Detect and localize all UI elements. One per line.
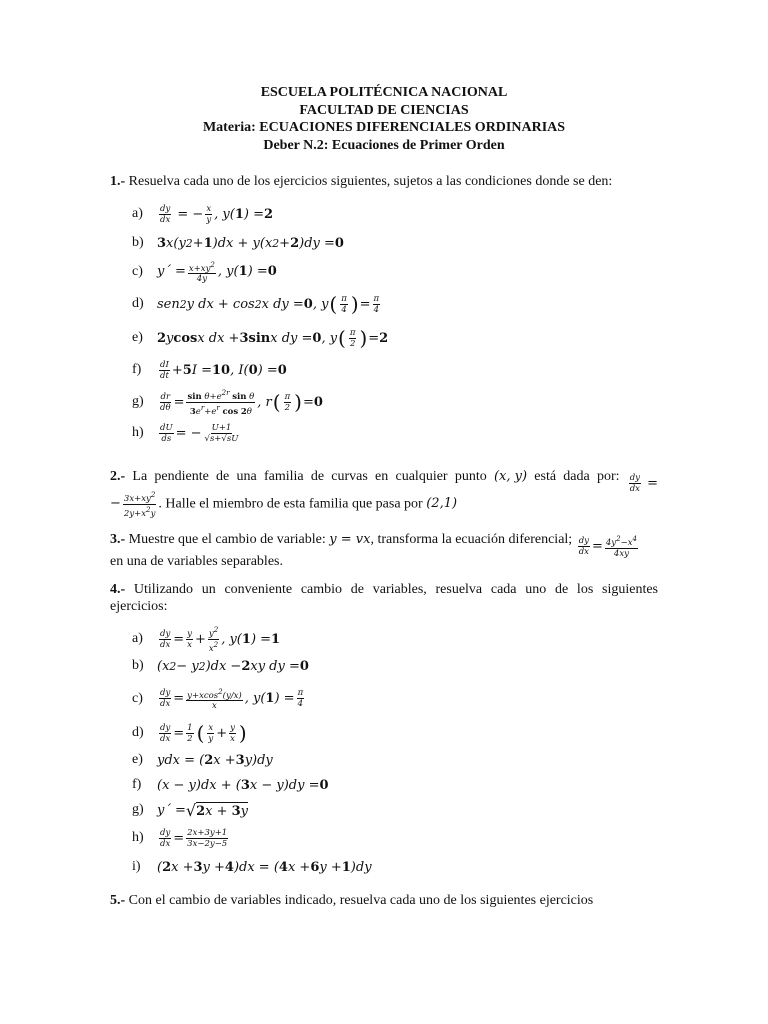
equation: $\frac{dy}{dx}$ = $\frac{1}{2}$ ( $\frac{x}{y}$ + $\frac{y}{x}$ ): [160, 721, 247, 745]
question-number: 4.-: [110, 582, 126, 597]
exercise-label: g): [132, 802, 144, 817]
equation: $\frac{dI}{dt}$ + 5 I = 10 , I( 0 ) = 0: [160, 359, 287, 381]
exercise-4b: [132, 652, 652, 680]
exercise-4c: [132, 685, 652, 713]
exercise-1a: [132, 200, 652, 228]
equation: y´ = √ 2x + 3y: [157, 800, 249, 820]
equation: $\frac{dy}{dx}$ = $\frac{y}{x}$ + $\frac{y^2}{x^2}$ , y( 1 ) = 1: [160, 624, 281, 654]
equation: 3 x(y 2 + 1 )dx + y(x 2 + 2 )dy = 0: [157, 235, 344, 251]
exercise-1b: [132, 229, 652, 257]
equation: (x 2 − y 2 )dx − 2 xy dy = 0: [157, 658, 309, 674]
faculty-name: FACULTAD DE CIENCIAS: [299, 102, 469, 118]
exercise-label: e): [132, 330, 143, 345]
exercise-1h: [132, 419, 652, 447]
exercise-label: c): [132, 691, 143, 706]
exercise-label: a): [132, 206, 143, 221]
exercise-label: b): [132, 235, 144, 250]
question-5-statement: 5.- Con el cambio de variables indicado, resuelva cada uno de los siguientes ejercicios: [110, 893, 594, 908]
exercise-label: f): [132, 362, 142, 377]
exercise-1c: [132, 258, 652, 286]
exercise-label: i): [132, 859, 141, 874]
question-number: 1.-: [110, 174, 126, 189]
exercise-label: f): [132, 777, 142, 792]
exercise-1e: [132, 324, 652, 352]
question-number: 3.-: [110, 532, 126, 547]
exercise-1f: [132, 356, 652, 384]
exercise-4i: [132, 853, 652, 881]
exercise-4f: [132, 771, 652, 799]
question-text: Resuelva cada uno de los ejercicios siguientes, sujetos a las condiciones donde se den:: [128, 174, 613, 189]
question-2-statement: 2.- La pendiente de una familia de curvas en cualquier punto (x, y) está dada por: $\frac{dy}{dx}$ =: [110, 469, 659, 494]
exercise-4a: [132, 625, 652, 653]
equation: ydx = ( 2 x + 3 y)dy: [157, 752, 273, 768]
exercise-4h: [132, 824, 652, 852]
course-name: Materia: ECUACIONES DIFERENCIALES ORDINARIAS: [202, 120, 566, 135]
equation: $\frac{dr}{d\theta}$ = $\frac{\sin \theta+e^{2r} \sin \theta}{3e^r+e^r \cos 2\theta}$ , r ( $\frac{\pi}{2}$ ) = 0: [160, 387, 323, 417]
equation: $\frac{dy}{dx}$ = $\frac{y+xcos^2(y/x)}{x}$ , y( 1 ) = $\frac{\pi}{4}$: [160, 686, 304, 712]
exercise-label: g): [132, 394, 144, 409]
question-3-statement-cont: en una de variables separables.: [110, 554, 283, 569]
equation: y´ = $\frac{x+xy^2}{4y}$ , y( 1 ) = 0: [157, 259, 277, 285]
exercise-label: b): [132, 658, 144, 673]
exercise-4e: [132, 746, 652, 774]
exercise-label: e): [132, 752, 143, 767]
equation: $\frac{dy}{dx}$ = − $\frac{x}{y}$ , y( 1 ) = 2: [160, 203, 274, 225]
equation: (x − y)dx + ( 3 x − y)dy = 0: [157, 777, 329, 793]
exercise-label: h): [132, 425, 144, 440]
exercise-label: a): [132, 631, 143, 646]
exercise-4g: [132, 796, 652, 824]
exercise-label: c): [132, 264, 143, 279]
question-number: 5.-: [110, 893, 126, 908]
equation: ( 2 x + 3 y + 4 )dx = ( 4 x + 6 y + 1 )dy: [157, 859, 372, 875]
question-4-statement: 4.- Utilizando un conveniente cambio de variables, resuelva cada uno de los siguientes: [110, 582, 658, 597]
exercise-1d: [132, 290, 652, 318]
question-3-statement: 3.- Muestre que el cambio de variable: y = vx, transforma la ecuación diferencial; $\frac{dy}{dx}$ = $\frac{4y^2-x^4}{4xy}$: [110, 532, 638, 559]
exercise-label: d): [132, 296, 144, 311]
question-number: 2.-: [110, 469, 126, 484]
assignment-title: Deber N.2: Ecuaciones de Primer Orden: [263, 137, 505, 153]
equation: $\frac{dU}{ds}$ = − $\frac{U+1}{√s+√sU}$: [160, 422, 239, 444]
question-4-statement-cont: ejercicios:: [110, 599, 168, 614]
equation: 2 y cos x dx + 3 sin x dy = 0 , y ( $\frac{\pi}{2}$ ) = 2: [157, 326, 389, 350]
exercise-4d: [132, 719, 652, 747]
exercise-label: h): [132, 830, 144, 845]
institution-name: ESCUELA POLITÉCNICA NACIONAL: [260, 85, 508, 100]
question-1-statement: [110, 172, 658, 192]
question-2-statement-cont: − $\frac{3x+xy^2}{2y+x^2y}$ . Halle el miembro de esta familia que pasa por (2,1): [110, 490, 458, 519]
document-header: [0, 84, 768, 154]
exercise-label: d): [132, 725, 144, 740]
equation: $\frac{dy}{dx}$ = $\frac{2x+3y+1}{3x-2y-5}$: [160, 827, 228, 849]
equation: sen 2 y dx + cos 2 x dy = 0 , y ( $\frac{\pi}{4}$ ) = $\frac{\pi}{4}$: [157, 292, 380, 316]
exercise-1g: [132, 388, 652, 416]
